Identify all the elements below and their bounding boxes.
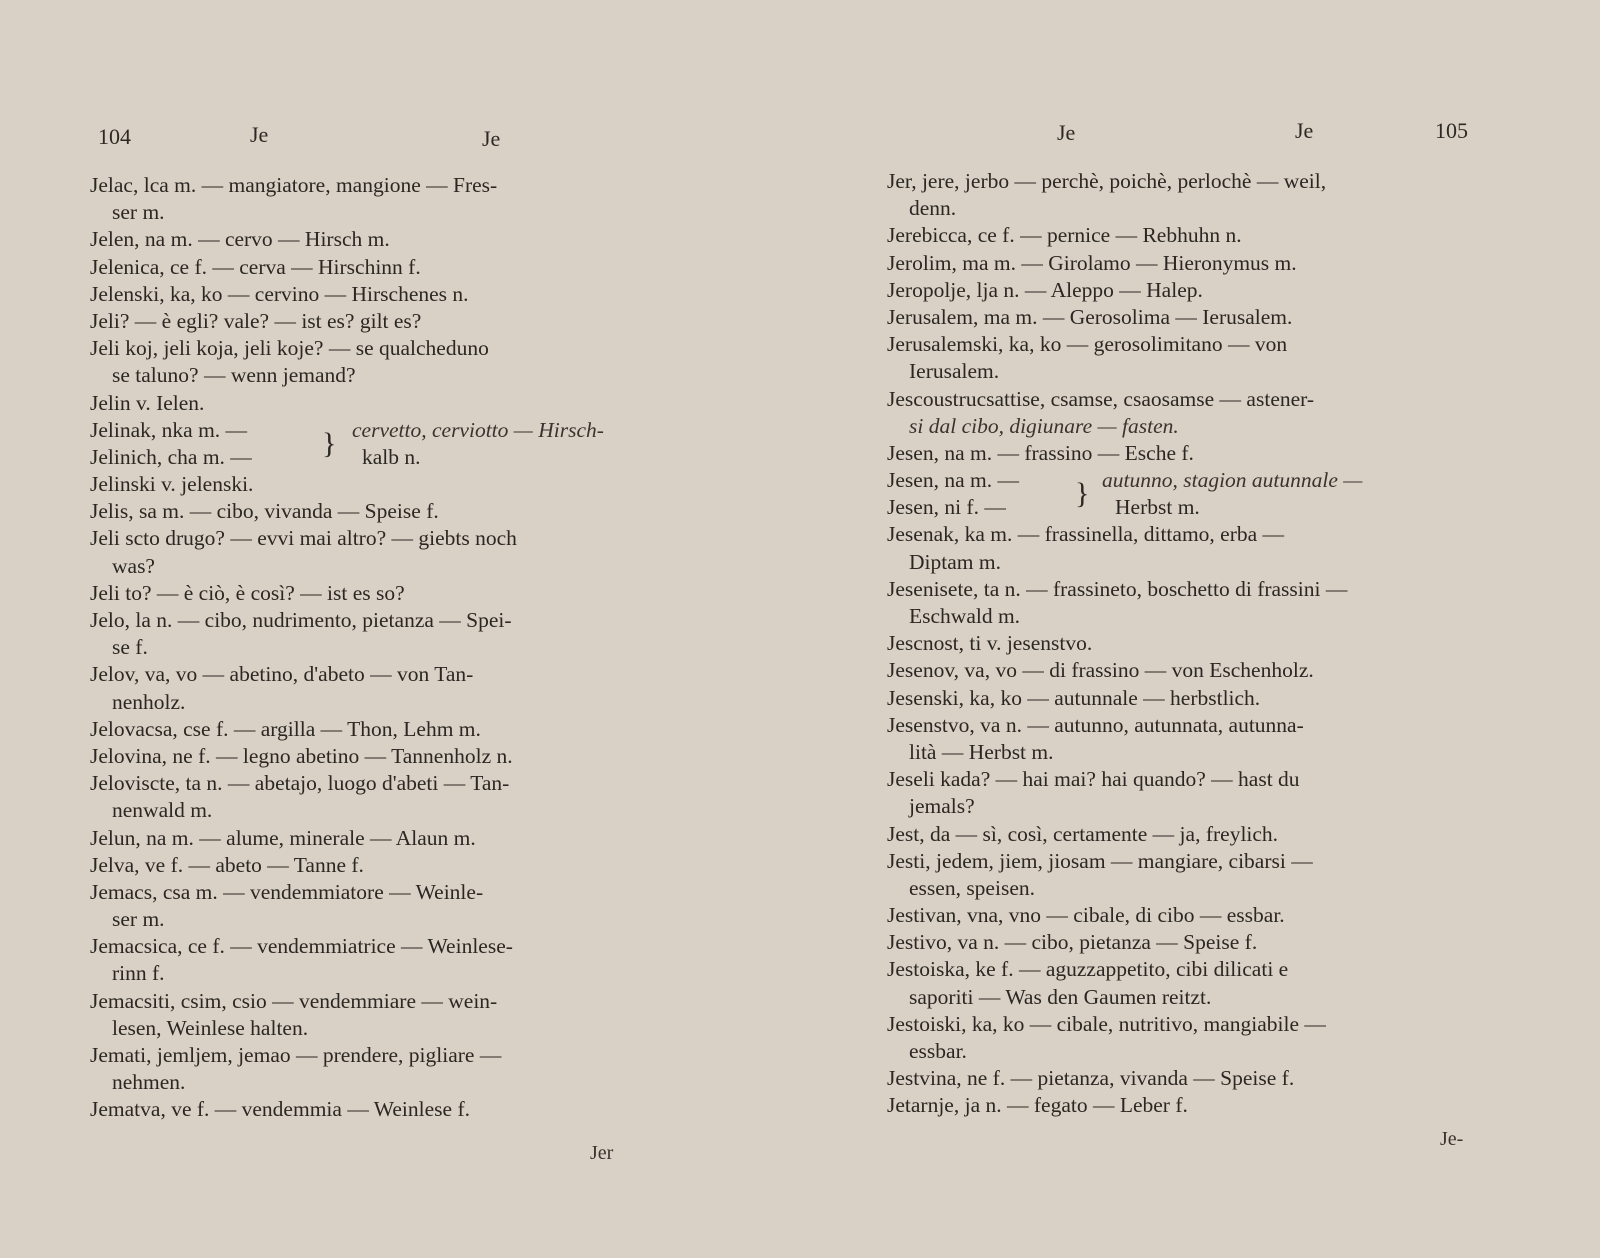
- entry-line: Jeli? — è egli? vale? — ist es? gilt es?: [90, 308, 422, 333]
- entry-line: saporiti — Was den Gaumen reitzt.: [909, 984, 1212, 1009]
- entry-line: Jelov, va, vo — abetino, d'abeto — von Tan-: [90, 662, 474, 687]
- entry-line: nenwald m.: [112, 798, 213, 823]
- entry-line: denn.: [909, 196, 957, 221]
- entry-line: Jesen, na m. — frassino — Esche f.: [887, 440, 1194, 465]
- entry-line: Jeseli kada? — hai mai? hai quando? — hast du: [887, 767, 1300, 792]
- entry-line: Jeli scto drugo? — evvi mai altro? — giebts noch: [90, 526, 517, 551]
- left-page: [0, 0, 780, 1258]
- entry-line: Jescnost, ti v. jesenstvo.: [887, 631, 1093, 656]
- entry-line: si dal cibo, digiunare — fasten.: [909, 413, 1179, 438]
- entry-line: se f.: [112, 635, 148, 660]
- right-page: [795, 0, 1600, 1258]
- entry-line: Jelinich, cha m. —: [90, 444, 252, 469]
- entry-line: Jesenisete, ta n. — frassineto, boschetto di frassini —: [887, 576, 1348, 601]
- entry-line: Jesen, na m. —: [887, 468, 1019, 493]
- bracket-icon: }: [322, 426, 337, 460]
- page-number: 105: [1435, 118, 1468, 143]
- entry-line: Jelenski, ka, ko — cervino — Hirschenes n.: [90, 281, 469, 306]
- entry-line: Jeloviscte, ta n. — abetajo, luogo d'abeti — Tan-: [90, 771, 510, 796]
- entry-line: nenholz.: [112, 689, 186, 714]
- entry-line: rinn f.: [112, 961, 165, 986]
- running-head: Je: [1057, 120, 1076, 145]
- entry-line: se taluno? — wenn jemand?: [112, 363, 356, 388]
- entry-line: Jesenov, va, vo — di frassino — von Eschenholz.: [887, 658, 1314, 683]
- entry-line: Jeli to? — è ciò, è così? — ist es so?: [90, 580, 405, 605]
- entry-line: Diptam m.: [909, 549, 1001, 574]
- entry-line: nehmen.: [112, 1070, 186, 1095]
- entry-line: Jesenski, ka, ko — autunnale — herbstlich.: [887, 685, 1261, 710]
- entry-line: Jerebicca, ce f. — pernice — Rebhuhn n.: [887, 223, 1242, 248]
- entry-line: Jeropolje, lja n. — Aleppo — Halep.: [887, 277, 1203, 302]
- running-head: Je: [1295, 118, 1314, 143]
- running-head: Je: [250, 122, 269, 147]
- entry-line: Ierusalem.: [909, 359, 1000, 384]
- left-entries: [90, 172, 665, 1124]
- entry-line: Jerolim, ma m. — Girolamo — Hieronymus m.: [887, 250, 1297, 275]
- page-number: 104: [98, 124, 131, 149]
- entry-line: Jestoiski, ka, ko — cibale, nutritivo, mangiabile —: [887, 1011, 1326, 1036]
- entry-line: jemals?: [909, 794, 975, 819]
- entry-line: essbar.: [909, 1039, 967, 1064]
- catchword: Jer: [590, 1142, 614, 1164]
- entry-line: Jesti, jedem, jiem, jiosam — mangiare, cibarsi —: [887, 848, 1313, 873]
- entry-line: Jer, jere, jerbo — perchè, poichè, perlochè — weil,: [887, 169, 1327, 193]
- bracket-group: [887, 467, 1472, 521]
- entry-line: Jerusalem, ma m. — Gerosolima — Ierusalem.: [887, 304, 1293, 329]
- entry-line: Jelenica, ce f. — cerva — Hirschinn f.: [90, 254, 421, 279]
- bracket-icon: }: [1075, 477, 1090, 511]
- entry-line: Jelva, ve f. — abeto — Tanne f.: [90, 852, 364, 877]
- entry-line: lesen, Weinlese halten.: [112, 1015, 309, 1040]
- entry-line: Jemacsiti, csim, csio — vendemmiare — wein-: [90, 988, 498, 1013]
- right-page-header: [795, 118, 1600, 158]
- entry-line: Jelen, na m. — cervo — Hirsch m.: [90, 227, 390, 252]
- entry-line: Jetarnje, ja n. — fegato — Leber f.: [887, 1093, 1188, 1118]
- right-entries: [887, 168, 1472, 1120]
- entry-line: Eschwald m.: [909, 604, 1021, 629]
- entry-line: ser m.: [112, 907, 165, 932]
- entry-line: Jesenak, ka m. — frassinella, dittamo, erba —: [887, 522, 1285, 547]
- entry-line: Jestoiska, ke f. — aguzzappetito, cibi dilicati e: [887, 957, 1289, 982]
- entry-line: essen, speisen.: [909, 875, 1035, 900]
- entry-line: ser m.: [112, 200, 165, 225]
- entry-line: Jelovacsa, cse f. — argilla — Thon, Lehm m.: [90, 716, 481, 741]
- entry-line: Jelinski v. jelenski.: [90, 472, 254, 497]
- entry-line: Jesen, ni f. —: [887, 495, 1006, 520]
- entry-line: lità — Herbst m.: [909, 739, 1054, 764]
- catchword: Je-: [1440, 1128, 1464, 1150]
- entry-line: Herbst m.: [1115, 495, 1200, 520]
- left-page-header: [0, 118, 780, 158]
- entry-line: Jemacsica, ce f. — vendemmiatrice — Weinlese-: [90, 934, 513, 959]
- entry-line: Jelinak, nka m. —: [90, 417, 248, 442]
- entry-line: Jelin v. Ielen.: [90, 390, 205, 415]
- entry-line: Jestivo, va n. — cibo, pietanza — Speise f.: [887, 930, 1258, 955]
- entry-line: autunno, stagion autunnale —: [1102, 468, 1363, 493]
- entry-line: Jematva, ve f. — vendemmia — Weinlese f.: [90, 1097, 470, 1122]
- entry-line: Jemati, jemljem, jemao — prendere, pigliare —: [90, 1043, 502, 1068]
- entry-line: Jestivan, vna, vno — cibale, di cibo — essbar.: [887, 903, 1285, 928]
- bracket-group: [90, 417, 665, 471]
- entry-line: was?: [112, 553, 155, 578]
- running-head: Je: [482, 126, 501, 151]
- entry-line: Jelovina, ne f. — legno abetino — Tannenholz n.: [90, 743, 513, 768]
- entry-line: Jerusalemski, ka, ko — gerosolimitano — von: [887, 332, 1288, 357]
- entry-line: Jeli koj, jeli koja, jeli koje? — se qualcheduno: [90, 336, 489, 361]
- entry-line: Jelis, sa m. — cibo, vivanda — Speise f.: [90, 499, 439, 524]
- entry-line: Jescoustrucsattise, csamse, csaosamse — astener-: [887, 386, 1315, 411]
- entry-line: Jestvina, ne f. — pietanza, vivanda — Speise f.: [887, 1066, 1295, 1091]
- entry-line: Jemacs, csa m. — vendemmiatore — Weinle-: [90, 879, 484, 904]
- entry-line: Jelac, lca m. — mangiatore, mangione — Fres-: [90, 173, 498, 197]
- entry-line: kalb n.: [362, 444, 421, 469]
- entry-line: Jest, da — sì, così, certamente — ja, freylich.: [887, 821, 1279, 846]
- entry-line: cervetto, cerviotto — Hirsch-: [352, 417, 604, 442]
- entry-line: Jesenstvo, va n. — autunno, autunnata, autunna-: [887, 712, 1304, 737]
- entry-line: Jelun, na m. — alume, minerale — Alaun m.: [90, 825, 476, 850]
- entry-line: Jelo, la n. — cibo, nudrimento, pietanza — Spei-: [90, 608, 512, 633]
